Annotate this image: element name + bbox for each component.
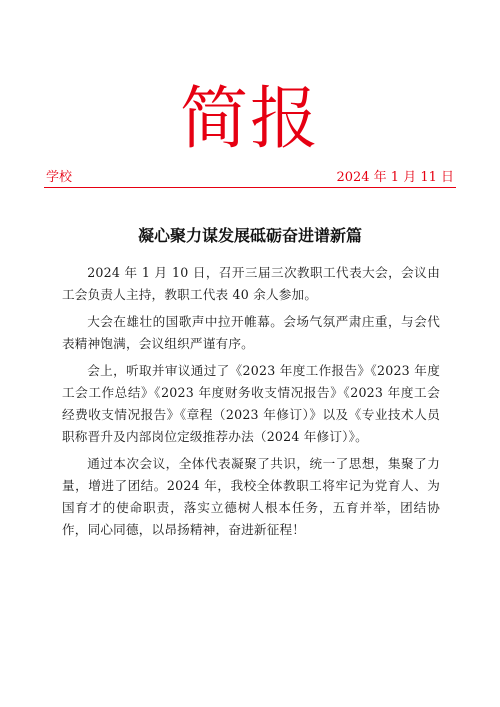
paragraph-2: 大会在雄壮的国歌声中拉开帷幕。会场气氛严肃庄重，与会代表精神饱满，会议组织严谨有序。 xyxy=(62,314,440,351)
masthead-title: 简报 xyxy=(179,80,320,159)
issuer-label: 学校 xyxy=(46,170,73,185)
article-headline: 凝心聚力谋发展砥砺奋进谱新篇 xyxy=(137,226,362,245)
issue-date: 2024 年 1 月 11 日 xyxy=(336,170,454,185)
paragraph-1: 2024 年 1 月 10 日，召开三届三次教职工代表大会，会议由工会负责人主持，教职工代表 40 余人参加。 xyxy=(62,265,440,302)
masthead-divider xyxy=(44,187,456,188)
paragraph-3: 会上，听取并审议通过了《2023 年度工作报告》《2023 年度工会工作总结》《2023 年度财务收支情况报告》《2023 年度工会经费收支情况报告》《章程（2023 年修订）》以及《专业技术人员职称晋升及内部岗位定级推荐办法（2024 年修订）》。 xyxy=(62,363,440,444)
article-body xyxy=(62,262,440,546)
paragraph-4: 通过本次会议，全体代表凝聚了共识，统一了思想，集聚了力量，增进了团结。2024 年，我校全体教职工将牢记为党育人、为国育才的使命职责，落实立德树人根本任务，五育并举，团结协作，同心同德，以昂扬精神，奋进新征程！ xyxy=(62,456,440,537)
